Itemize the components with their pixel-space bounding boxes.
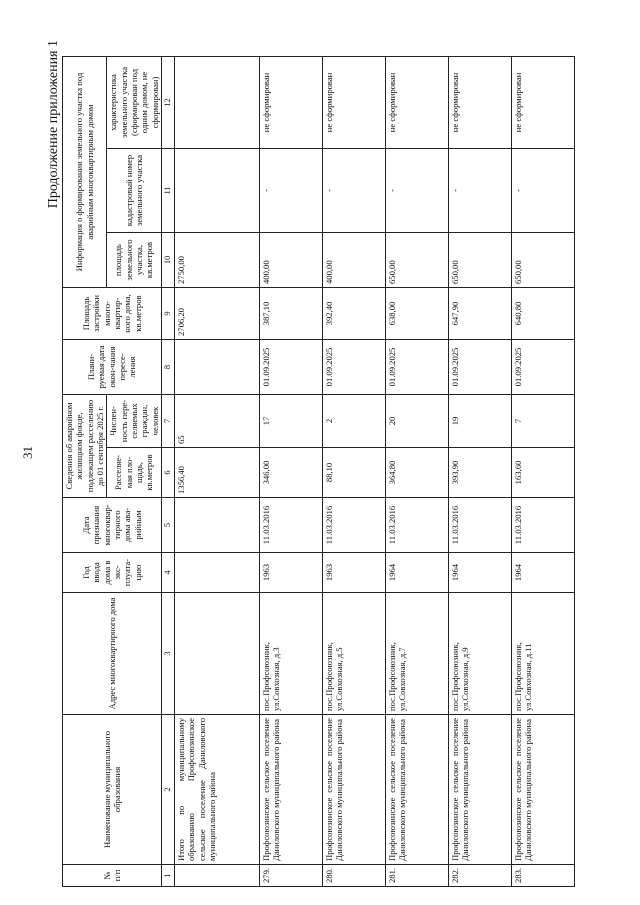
col-number: 3 xyxy=(161,593,174,715)
total-label: Итого по муниципальному образованию Профсоюзинское сельское поселение Даниловского муниципального района xyxy=(174,715,259,865)
header-name: Наименование муниципального образования xyxy=(63,715,162,865)
row-cadastral: - xyxy=(322,148,385,232)
row-municipality: Профсоюзинское сельское поселение Даниловского муниципального района xyxy=(385,715,448,865)
row-address: пос.Профсоюзник, ул.Совхозная, д.11 xyxy=(511,593,574,715)
housing-table xyxy=(62,56,575,887)
total-area: 1356,40 xyxy=(174,448,259,498)
row-year: 1964 xyxy=(448,553,511,593)
header-built-area: Площадь застройки много-квартир-ного дома, кв.метров xyxy=(63,287,162,339)
total-cadastral-cell xyxy=(174,148,259,232)
header-planned-date: Плани-руемая дата окон-чания пересе-ления xyxy=(63,339,162,394)
table-row xyxy=(448,56,511,886)
col-number: 4 xyxy=(161,553,174,593)
total-year-cell xyxy=(174,553,259,593)
row-residents: 19 xyxy=(448,394,511,447)
row-cadastral: - xyxy=(448,148,511,232)
total-planned-cell xyxy=(174,339,259,394)
row-municipality: Профсоюзинское сельское поселение Даниловского муниципального района xyxy=(259,715,322,865)
row-built-area: 638,00 xyxy=(385,287,448,339)
row-cadastral: - xyxy=(511,148,574,232)
row-built-area: 640,80 xyxy=(511,287,574,339)
row-year: 1964 xyxy=(385,553,448,593)
row-year: 1963 xyxy=(259,553,322,593)
row-area: 88,10 xyxy=(322,448,385,498)
row-planned-date: 01.09.2025 xyxy=(385,339,448,394)
row-built-area: 387,10 xyxy=(259,287,322,339)
row-land-area: 400,00 xyxy=(259,232,322,287)
table-row xyxy=(259,56,322,886)
row-area: 393,90 xyxy=(448,448,511,498)
row-built-area: 647,90 xyxy=(448,287,511,339)
col-number: 5 xyxy=(161,498,174,553)
col-number: 7 xyxy=(161,394,174,447)
row-year: 1964 xyxy=(511,553,574,593)
row-municipality: Профсоюзинское сельское поселение Даниловского муниципального района xyxy=(322,715,385,865)
row-built-area: 392,40 xyxy=(322,287,385,339)
row-area: 163,60 xyxy=(511,448,574,498)
row-num: 283. xyxy=(511,865,574,887)
row-num: 279. xyxy=(259,865,322,887)
table-row xyxy=(322,56,385,886)
header-num: № п/п xyxy=(63,865,162,887)
col-number: 9 xyxy=(161,287,174,339)
row-recognition-date: 11.03.2016 xyxy=(259,498,322,553)
row-residents: 2 xyxy=(322,394,385,447)
col-number: 1 xyxy=(161,865,174,887)
row-recognition-date: 11.03.2016 xyxy=(448,498,511,553)
row-land-area: 650,00 xyxy=(511,232,574,287)
header-land-char: характеристика земельного участка (сформирован под одним домом, не сформирован) xyxy=(107,56,162,148)
row-num: 282. xyxy=(448,865,511,887)
col-number: 11 xyxy=(161,148,174,232)
col-number: 6 xyxy=(161,448,174,498)
col-number: 12 xyxy=(161,56,174,148)
row-planned-date: 01.09.2025 xyxy=(511,339,574,394)
row-municipality: Профсоюзинское сельское поселение Даниловского муниципального района xyxy=(511,715,574,865)
continuation-label: Продолжение приложения 1 xyxy=(46,40,61,209)
header-year: Год ввода дома в экс-плуата-цию xyxy=(63,553,162,593)
total-row xyxy=(174,56,259,886)
row-num: 281. xyxy=(385,865,448,887)
col-number: 8 xyxy=(161,339,174,394)
total-residents: 65 xyxy=(174,394,259,447)
row-land-char: не сформирован xyxy=(322,56,385,148)
row-address: пос.Профсоюзник, ул.Совхозная, д.7 xyxy=(385,593,448,715)
row-land-char: не сформирован xyxy=(511,56,574,148)
row-num: 280. xyxy=(322,865,385,887)
row-area: 364,80 xyxy=(385,448,448,498)
header-cadastral: кадастровый номер земельного участка xyxy=(107,148,162,232)
header-row-1 xyxy=(63,56,107,886)
header-area-resettled: Расселяе-мая пло-щадь, кв.метров xyxy=(107,448,162,498)
table-row xyxy=(385,56,448,886)
row-address: пос.Профсоюзник, ул.Совхозная, д.9 xyxy=(448,593,511,715)
row-address: пос.Профсоюзник, ул.Совхозная, д.3 xyxy=(259,593,322,715)
row-year: 1963 xyxy=(322,553,385,593)
row-area: 346,00 xyxy=(259,448,322,498)
row-address: пос.Профсоюзник, ул.Совхозная, д.5 xyxy=(322,593,385,715)
total-date-cell xyxy=(174,498,259,553)
header-residents: Числен-ность пере-селяемых граждан, человек xyxy=(107,394,162,447)
row-planned-date: 01.09.2025 xyxy=(259,339,322,394)
row-recognition-date: 11.03.2016 xyxy=(385,498,448,553)
header-land-area: площадь земельного участка, кв.метров xyxy=(107,232,162,287)
row-cadastral: - xyxy=(259,148,322,232)
col-number: 2 xyxy=(161,715,174,865)
row-land-area: 650,00 xyxy=(448,232,511,287)
row-planned-date: 01.09.2025 xyxy=(322,339,385,394)
row-cadastral: - xyxy=(385,148,448,232)
col-number: 10 xyxy=(161,232,174,287)
header-date: Дата признания многоквар-тирного дома ава-рийным xyxy=(63,498,162,553)
total-land-area: 2750,00 xyxy=(174,232,259,287)
total-address-cell xyxy=(174,593,259,715)
total-built-area: 2706,20 xyxy=(174,287,259,339)
row-land-char: не сформирован xyxy=(259,56,322,148)
total-num-cell xyxy=(174,865,259,887)
total-char-cell xyxy=(174,56,259,148)
row-land-area: 400,00 xyxy=(322,232,385,287)
row-land-area: 650,00 xyxy=(385,232,448,287)
page-number: 31 xyxy=(20,446,35,459)
row-recognition-date: 11.03.2016 xyxy=(322,498,385,553)
row-land-char: не сформирован xyxy=(448,56,511,148)
table-row xyxy=(511,56,574,886)
row-planned-date: 01.09.2025 xyxy=(448,339,511,394)
header-land-group: Информация о формировании земельного участка под аварийным многоквартирным домом xyxy=(63,56,107,287)
header-emergency-group: Сведения об аварийном жилищном фонде, подлежащем расселению до 01 сентября 2025 г. xyxy=(63,394,107,497)
row-residents: 7 xyxy=(511,394,574,447)
header-address: Адрес многоквартирного дома xyxy=(63,593,162,715)
row-land-char: не сформирован xyxy=(385,56,448,148)
row-residents: 20 xyxy=(385,394,448,447)
row-residents: 17 xyxy=(259,394,322,447)
row-recognition-date: 11.03.2016 xyxy=(511,498,574,553)
row-municipality: Профсоюзинское сельское поселение Даниловского муниципального района xyxy=(448,715,511,865)
column-numbers-row xyxy=(161,56,174,886)
